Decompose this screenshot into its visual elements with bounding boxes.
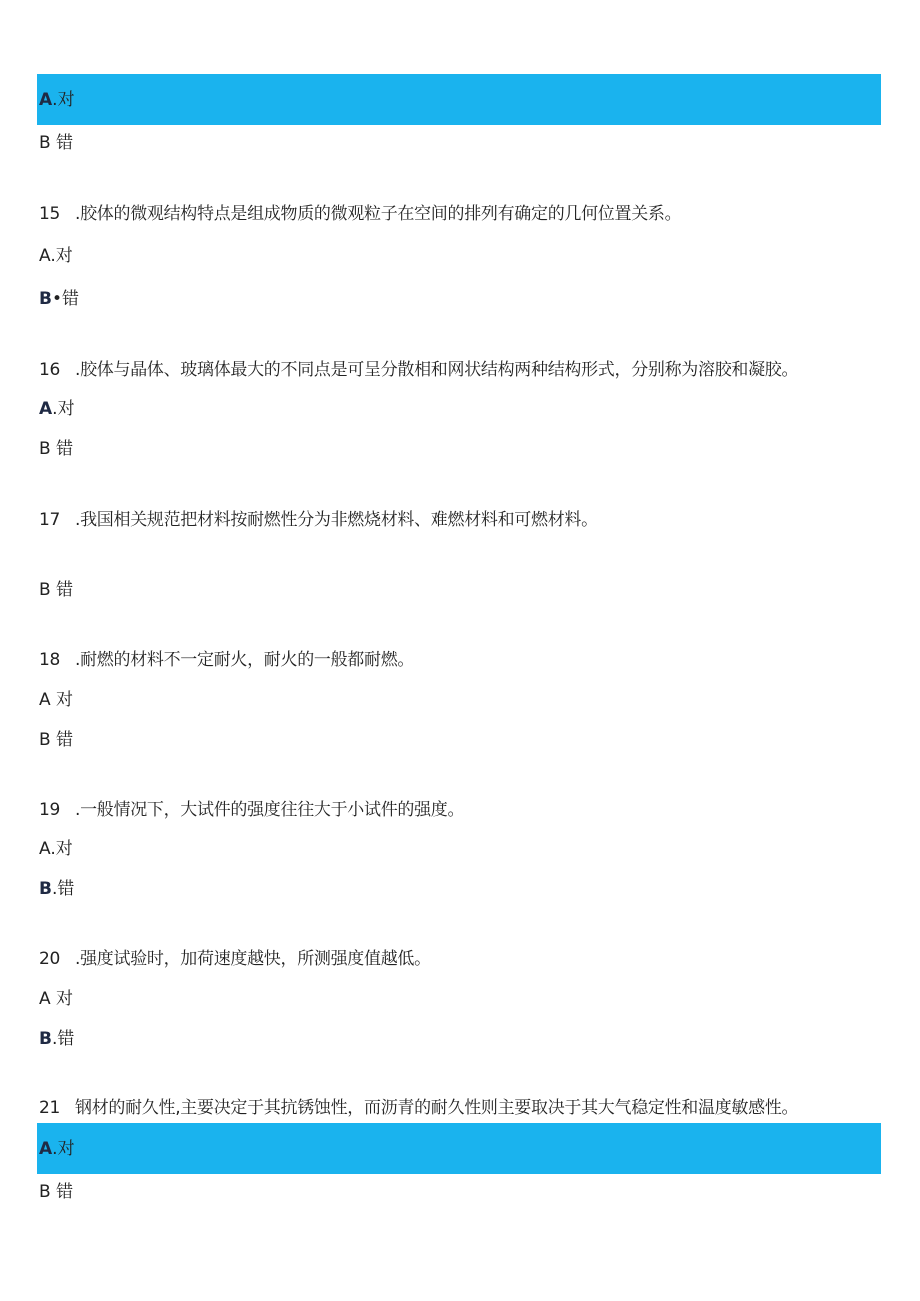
option-text: .对: [52, 1139, 75, 1159]
answer-option-b: [39, 438, 73, 460]
option-text: 错: [50, 439, 74, 459]
answer-option-a: [39, 689, 73, 711]
option-text: .对: [52, 90, 75, 110]
question-16: [39, 359, 798, 381]
option-text: 对: [50, 989, 74, 1009]
answer-option-b: [39, 878, 74, 900]
answer-option-a: [39, 89, 75, 111]
question-number: 21: [39, 1098, 61, 1118]
answer-option-b: [39, 1028, 74, 1050]
question-text: .我国相关规范把材料按耐燃性分为非燃烧材料、难燃材料和可燃材料。: [75, 510, 598, 530]
question-text: .胶体与晶体、玻璃体最大的不同点是可呈分散相和网状结构两种结构形式，分别称为溶胶和凝胶。: [75, 360, 799, 380]
option-letter: A: [39, 1139, 53, 1159]
question-19: [39, 799, 464, 821]
option-text: 错: [50, 580, 74, 600]
answer-option-b: [39, 132, 73, 154]
option-text: .对: [50, 839, 73, 859]
option-text: •错: [51, 289, 79, 309]
option-letter: B: [39, 580, 51, 600]
question-number: 20: [39, 949, 61, 969]
answer-option-a: [39, 245, 73, 267]
answer-option-a: [39, 398, 75, 420]
question-20: [39, 948, 431, 970]
question-17: [39, 509, 598, 531]
option-letter: A: [39, 839, 51, 859]
option-text: 错: [50, 1182, 74, 1202]
question-number: 18: [39, 650, 61, 670]
option-text: .错: [51, 879, 75, 899]
question-18: [39, 649, 414, 671]
question-number: 15: [39, 204, 61, 224]
question-15: [39, 203, 681, 225]
option-text: .错: [51, 1029, 75, 1049]
option-text: 错: [50, 730, 74, 750]
answer-highlight: [37, 74, 881, 125]
answer-option-b: [39, 1181, 73, 1203]
answer-option-b: [39, 729, 73, 751]
option-letter: B: [39, 289, 52, 309]
option-text: .对: [52, 399, 75, 419]
option-letter: A: [39, 989, 51, 1009]
question-text: .强度试验时，加荷速度越快，所测强度值越低。: [75, 949, 431, 969]
answer-option-a: [39, 1138, 75, 1160]
question-number: 16: [39, 360, 61, 380]
option-letter: A: [39, 90, 53, 110]
question-text: .胶体的微观结构特点是组成物质的微观粒子在空间的排列有确定的几何位置关系。: [75, 204, 682, 224]
option-letter: A: [39, 690, 51, 710]
answer-option-a: [39, 988, 73, 1010]
answer-option-b: [39, 579, 73, 601]
answer-option-a: [39, 838, 73, 860]
option-letter: B: [39, 879, 52, 899]
question-21: [39, 1097, 798, 1119]
answer-option-b: [39, 288, 79, 310]
option-text: .对: [50, 246, 73, 266]
question-text: 钢材的耐久性,主要决定于其抗锈蚀性，而沥青的耐久性则主要取决于其大气稳定性和温度敏感性。: [75, 1098, 799, 1118]
question-number: 17: [39, 510, 61, 530]
option-letter: B: [39, 439, 51, 459]
option-letter: B: [39, 730, 51, 750]
option-letter: B: [39, 1182, 51, 1202]
question-number: 19: [39, 800, 61, 820]
option-text: 对: [50, 690, 74, 710]
question-text: .耐燃的材料不一定耐火，耐火的一般都耐燃。: [75, 650, 415, 670]
question-text: .一般情况下，大试件的强度往往大于小试件的强度。: [75, 800, 465, 820]
option-letter: A: [39, 399, 53, 419]
option-letter: B: [39, 133, 51, 153]
option-text: 错: [50, 133, 74, 153]
answer-highlight: [37, 1123, 881, 1174]
option-letter: B: [39, 1029, 52, 1049]
option-letter: A: [39, 246, 51, 266]
